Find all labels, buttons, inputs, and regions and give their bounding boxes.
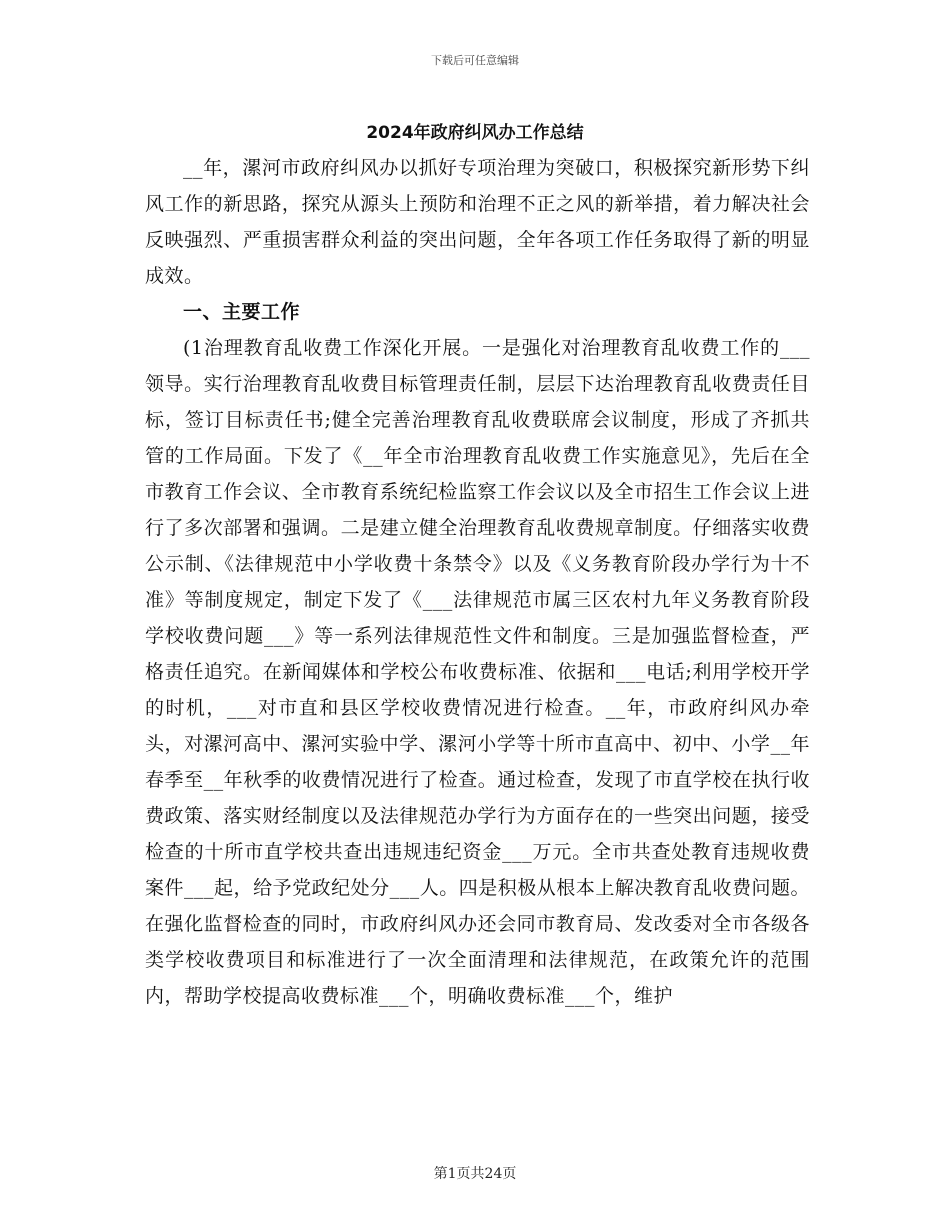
body-paragraph: (1治理教育乱收费工作深化开展。一是强化对治理教育乱收费工作的___领导。实行治理教育乱收费目标管理责任制，层层下达治理教育乱收费责任目标，签订目标责任书;健全完善治理教育乱收费联席会议制度，形成了齐抓共管的工作局面。下发了《__年全市治理教育乱收费工作实施意见》，先后在全市教育工作会议、全市教育系统纪检监察工作会议以及全市招生工作会议上进行了多次部署和强调。二是建立健全治理教育乱收费规章制度。仔细落实收费公示制、《法律规范中小学收费十条禁令》以及《义务教育阶段办学行为十不准》等制度规定，制定下发了《___法律规范市属三区农村九年义务教育阶段学校收费问题___》等一系列法律规范性文件和制度。三是加强监督检查，严格责任追究。在新闻媒体和学校公布收费标准、依据和___电话;利用学校开学的时机，___对市直和县区学校收费情况进行检查。__年，市政府纠风办牵头，对漯河高中、漯河实验中学、漯河小学等十所市直高中、初中、小学__年春季至__年秋季的收费情况进行了检查。通过检查，发现了市直学校在执行收费政策、落实财经制度以及法律规范办学行为方面存在的一些突出问题，接受检查的十所市直学校共查出违规违纪资金___万元。全市共查处教育违规收费案件___起，给予党政纪处分___人。四是积极从根本上解决教育乱收费问题。在强化监督检查的同时，市政府纠风办还会同市教育局、发改委对全市各级各类学校收费项目和标准进行了一次全面清理和法律规范，在政策允许的范围内，帮助学校提高收费标准___个，明确收费标准___个，维护 <box>145 337 810 1007</box>
section-heading: 一、主要工作 <box>183 301 301 323</box>
page-footer: 第1页共24页 <box>433 1166 517 1182</box>
document-title: 2024年政府纠风办工作总结 <box>366 123 584 143</box>
document-body <box>145 150 810 1014</box>
intro-paragraph: __年，漯河市政府纠风办以抓好专项治理为突破口，积极探究新形势下纠风工作的新思路，探究从源头上预防和治理不正之风的新举措，着力解决社会反映强烈、严重损害群众利益的突出问题，全年各项工作任务取得了新的明显成效。 <box>145 157 810 287</box>
header-note: 下载后可任意编辑 <box>431 54 519 67</box>
